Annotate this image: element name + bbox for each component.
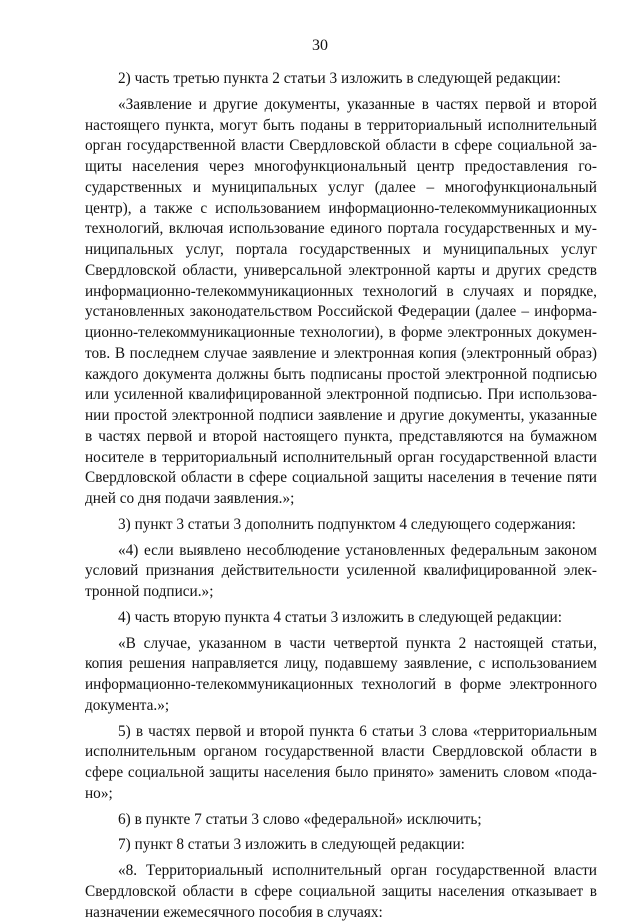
text-line: или усиленной квалифицированной электронной подписью. При использова- xyxy=(85,385,597,406)
paragraph xyxy=(85,861,597,923)
text-line: в частях первой и второй настоящего пункта, представляются на бумажном xyxy=(85,427,597,448)
text-line: Свердловской области, универсальной электронной карты и других средств xyxy=(85,261,597,282)
text-line: назначении ежемесячного пособия в случаях: xyxy=(85,903,597,923)
paragraph xyxy=(85,810,597,831)
text-line: «Заявление и другие документы, указанные в частях первой и второй xyxy=(85,95,597,116)
paragraph xyxy=(85,95,597,510)
text-line: тов. В последнем случае заявление и электронная копия (электронный образ) xyxy=(85,344,597,365)
text-line: орган государственной власти Свердловской области в сфере социальной за- xyxy=(85,136,597,157)
text-line: копия решения направляется лицу, подавшему заявление, с использованием xyxy=(85,654,597,675)
text-line: Свердловской области в сфере социальной защиты населения отказывает в xyxy=(85,882,597,903)
paragraph xyxy=(85,515,597,536)
document-body xyxy=(85,69,597,923)
text-line: информационно-телекоммуникационных технологий в случаях и порядке, xyxy=(85,282,597,303)
text-line: условий признания действительности усиленной квалифицированной элек- xyxy=(85,561,597,582)
text-line: 4) часть вторую пункта 4 статьи 3 изложить в следующей редакции: xyxy=(85,608,597,629)
text-line: щиты населения через многофункциональный центр предоставления го- xyxy=(85,157,597,178)
text-line: дней со дня подачи заявления.»; xyxy=(85,489,597,510)
paragraph xyxy=(85,608,597,629)
text-line: 7) пункт 8 статьи 3 изложить в следующей редакции: xyxy=(85,835,597,856)
text-line: 6) в пункте 7 статьи 3 слово «федеральной» исключить; xyxy=(85,810,597,831)
text-line: каждого документа должны быть подписаны простой электронной подписью xyxy=(85,365,597,386)
text-line: «8. Территориальный исполнительный орган государственной власти xyxy=(85,861,597,882)
text-line: ниципальных услуг, портала государственных и муниципальных услуг xyxy=(85,240,597,261)
text-line: исполнительным органом государственной власти Свердловской области в xyxy=(85,742,597,763)
text-line: «4) если выявлено несоблюдение установленных федеральным законом xyxy=(85,541,597,562)
text-line: «В случае, указанном в части четвертой пункта 2 настоящей статьи, xyxy=(85,634,597,655)
paragraph xyxy=(85,69,597,90)
text-line: настоящего пункта, могут быть поданы в территориальный исполнительный xyxy=(85,116,597,137)
text-line: но»; xyxy=(85,784,597,805)
text-line: ционно-телекоммуникационные технологии), в форме электронных докумен- xyxy=(85,323,597,344)
text-line: установленных законодательством Российской Федерации (далее – информа- xyxy=(85,302,597,323)
text-line: сударственных и муниципальных услуг (далее – многофункциональный xyxy=(85,178,597,199)
text-line: документа.»; xyxy=(85,696,597,717)
text-line: 5) в частях первой и второй пункта 6 статьи 3 слова «территориальным xyxy=(85,722,597,743)
paragraph xyxy=(85,541,597,603)
text-line: нии простой электронной подписи заявление и другие документы, указанные xyxy=(85,406,597,427)
text-line: технологий, включая использование единого портала государственных и му- xyxy=(85,219,597,240)
paragraph xyxy=(85,835,597,856)
text-line: 2) часть третью пункта 2 статьи 3 изложить в следующей редакции: xyxy=(85,69,597,90)
paragraph xyxy=(85,634,597,717)
text-line: сфере социальной защиты населения было принято» заменить словом «пода- xyxy=(85,763,597,784)
page-number: 30 xyxy=(0,36,640,56)
text-line: центр), а также с использованием информационно-телекоммуникационных xyxy=(85,199,597,220)
text-line: 3) пункт 3 статьи 3 дополнить подпунктом 4 следующего содержания: xyxy=(85,515,597,536)
paragraph xyxy=(85,722,597,805)
text-line: Свердловской области в сфере социальной защиты населения в течение пяти xyxy=(85,468,597,489)
text-line: информационно-телекоммуникационных технологий в форме электронного xyxy=(85,675,597,696)
text-line: носителе в территориальный исполнительный орган государственной власти xyxy=(85,448,597,469)
text-line: тронной подписи.»; xyxy=(85,582,597,603)
